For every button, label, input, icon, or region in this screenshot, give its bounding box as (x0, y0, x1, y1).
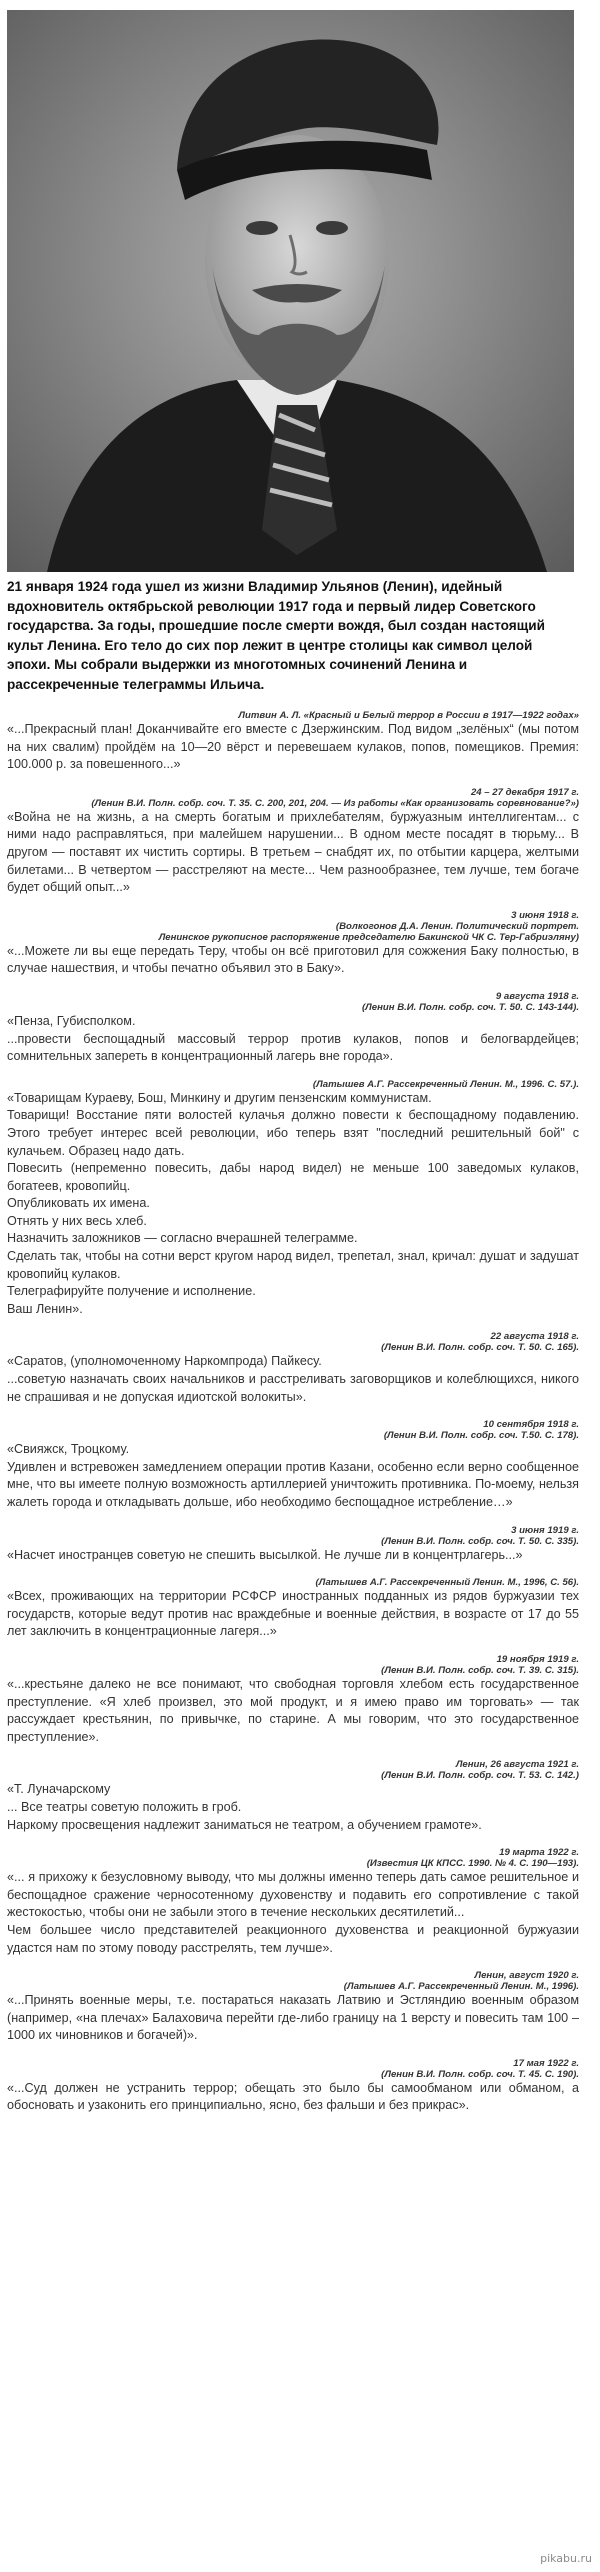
lenin-portrait-photo (7, 10, 574, 572)
quote-block (7, 1079, 579, 1319)
quote-paragraph: «Всех, проживающих на территории РСФСР иностранных подданных из рядов буржуазии тех государств, которые ведут против нас враждебные и военные действия, в возрасте от 17 до 55 лет заключить в концентрационные лагеря...» (7, 1589, 579, 1639)
quote-paragraph: «Насчет иностранцев советую не спешить высылкой. Не лучше ли в концентрлагерь...» (7, 1547, 523, 1562)
quote-source: (Латышев А.Г. Рассекреченный Ленин. М., 1996, С. 56). (315, 1577, 579, 1589)
quote-paragraph: Телеграфируйте получение и исполнение. (7, 1284, 256, 1299)
quote-paragraph: «...Можете ли вы еще передать Теру, чтобы он всё приготовил для сожжения Баку полностью, в случае нашествия, и чтобы печатно объявил это в Баку». (7, 943, 579, 976)
quote-paragraph: ...советую назначать своих начальников и расстреливать заговорщиков и колеблющихся, никого не спрашивая и не допуская идиотской волокиты». (7, 1372, 579, 1404)
quote-text (7, 1013, 579, 1066)
quote-paragraph: Наркому просвещения надлежит заниматься не театром, а обучением грамоте». (7, 1817, 482, 1832)
quote-source: 24 – 27 декабря 1917 г. (Ленин В.И. Полн. собр. соч. Т. 35. С. 200, 201, 204. — Из работы «Как организовать соревнование?») (91, 786, 579, 809)
quote-paragraph: ...провести беспощадный массовый террор против кулаков, попов и белогвардейцев; сомнительных запереть в концентрационный лагерь вне города». (7, 1031, 579, 1064)
quote-source: 17 мая 1922 г. (Ленин В.И. Полн. собр. соч. Т. 45. С. 190). (381, 2057, 579, 2080)
quote-paragraph: «Война не на жизнь, а на смерть богатым и прихлебателям, буржуазным интеллигентам... с ними надо расправляться, при малейшем нарушении... В одном месте посадят в тюрьму... В другом — поставят их чистить сортиры. В третьем – снабдят их, по отбытии карцера, желтыми билетами... В четвертом — расстреляют на месте... Чем разнообразнее, тем лучше, тем богаче будет общий опыт...» (7, 809, 579, 895)
quote-paragraph: «Пенза, Губисполком. (7, 1013, 136, 1028)
quote-paragraph: ... Все театры советую положить в гроб. (7, 1799, 242, 1814)
quote-paragraph: Повесить (непременно повесить, дабы народ видел) не меньше 100 заведомых кулаков, богатеев, кровопийц. (7, 1161, 579, 1193)
quote-block (7, 710, 579, 774)
quote-source: 9 августа 1918 г. (Ленин В.И. Полн. собр. соч. Т. 50. С. 143-144). (361, 990, 579, 1013)
quote-block (7, 787, 579, 897)
quote-paragraph: Сделать так, чтобы на сотни верст кругом народ видел, трепетал, знал, кричал: душат и задушат кровопийц кулаков. (7, 1249, 579, 1281)
quote-text (7, 809, 579, 897)
quote-block (7, 1970, 579, 2045)
quote-paragraph: «...Принять военные меры, т.е. постараться наказать Латвию и Эстляндию военным образом (например, «на плечах» Балаховича перейти где-либо границу на 1 версту и повесить там 100 –1000 их чиновников и богачей)». (7, 1993, 579, 2043)
quote-text (7, 943, 579, 978)
quote-text (7, 1441, 579, 1511)
quote-paragraph: «Свияжск, Троцкому. (7, 1442, 130, 1457)
quote-paragraph: Назначить заложников — согласно вчерашней телеграмме. (7, 1231, 358, 1246)
quote-source: (Латышев А.Г. Рассекреченный Ленин. М., 1996. С. 57.). (312, 1078, 579, 1090)
quote-paragraph: «... я прихожу к безусловному выводу, что мы должны именно теперь дать самое решительное и беспощадное сражение черносотенному духовенству и подавить его сопротивление с такой жестокостью, чтобы они не забыли этого в течение нескольких десятилетий... (7, 1870, 579, 1920)
quote-block (7, 1577, 579, 1641)
quote-paragraph: «Т. Луначарскому (7, 1782, 111, 1797)
quote-block (7, 1654, 579, 1746)
quote-paragraph: Чем большее число представителей реакционного духовенства и реакционной буржуазии удастся нам по этому поводу расстрелять, тем лучше». (7, 1922, 579, 1955)
quote-source: 22 августа 1918 г. (Ленин В.И. Полн. собр. соч. Т. 50. С. 165). (381, 1331, 579, 1354)
quote-block (7, 2058, 579, 2115)
quote-text (7, 1090, 579, 1319)
quote-block (7, 1847, 579, 1957)
quote-text (7, 721, 579, 774)
quote-paragraph: Ваш Ленин». (7, 1301, 83, 1316)
quote-block (7, 910, 579, 978)
quote-block (7, 1759, 579, 1834)
quote-text (7, 1547, 579, 1565)
quote-source: 10 сентября 1918 г. (Ленин В.И. Полн. собр. соч. Т.50. С. 178). (383, 1419, 579, 1442)
quote-source: Ленин, 26 августа 1921 г. (Ленин В.И. Полн. собр. соч. Т. 53. С. 142.) (381, 1759, 579, 1782)
quotes-list (7, 710, 579, 2128)
quote-paragraph: «...Прекрасный план! Доканчивайте его вместе с Дзержинским. Под видом „зелёных“ (мы потом на них свалим) пройдём на 10—20 вёрст и перевешаем кулаков, попов, помещиков. Премия: 100.000 р. за повешенного...» (7, 722, 579, 772)
quote-text (7, 1869, 579, 1957)
quote-block (7, 991, 579, 1066)
quote-paragraph: «Товарищам Кураеву, Бош, Минкину и другим пензенским коммунистам. (7, 1090, 432, 1105)
quote-block (7, 1525, 579, 1565)
quote-text (7, 1588, 579, 1641)
quote-paragraph: «...крестьяне далеко не все понимают, что свободная торговля хлебом есть государственное преступление. «Я хлеб произвел, это мой продукт, и я имею право им торговать» — так рассуждает крестьянин, по привычке, по старине. А мы говорим, что это государственное преступление». (7, 1676, 579, 1744)
quote-source: 19 марта 1922 г. (Известия ЦК КПСС. 1990. № 4. С. 190—193). (366, 1847, 579, 1870)
quote-text (7, 1781, 579, 1834)
quote-block (7, 1419, 579, 1511)
quote-block (7, 1331, 579, 1406)
quote-paragraph: Отнять у них весь хлеб. (7, 1213, 147, 1228)
quote-paragraph: Удивлен и встревожен замедлением операции против Казани, особенно если верно сообщенное мне, что вы имеете полную возможность артиллерией уничтожить противника. По-моему, нельзя жалеть города и откладывать дольше, ибо необходимо беспощадное истребление…» (7, 1459, 579, 1509)
quote-source: 19 ноября 1919 г. (Ленин В.И. Полн. собр. соч. Т. 39. С. 315). (381, 1653, 579, 1676)
quote-source: 3 июня 1918 г. (Волкогонов Д.А. Ленин. Политический портрет. Ленинское рукописное распоряжение председателю Бакинской ЧК С. Тер-Габриэляну) (158, 909, 579, 943)
pikabu-watermark: pikabu.ru (540, 2552, 592, 2565)
quote-text (7, 1992, 579, 2045)
lead-paragraph: 21 января 1924 года ушел из жизни Владимир Ульянов (Ленин), идейный вдохновитель октябрьской революции 1917 года и первый лидер Советского государства. За годы, прошедшие после смерти вождя, был создан настоящий культ Ленина. Его тело до сих пор лежит в центре столицы как символ целой эпохи. Мы собрали выдержки из многотомных сочинений Ленина и рассекреченные телеграммы Ильича. (7, 579, 545, 692)
quote-text (7, 1353, 579, 1406)
portrait-image (7, 10, 574, 572)
quote-paragraph: Опубликовать их имена. (7, 1196, 150, 1211)
quote-text (7, 2080, 579, 2115)
quote-paragraph: «Саратов, (уполномоченному Наркомпрода) Пайкесу. (7, 1354, 322, 1369)
quote-paragraph: «...Суд должен не устранить террор; обещать это было бы самообманом или обманом, а обосновать и узаконить его принципиально, ясно, без фальши и без прикрас». (7, 2080, 579, 2113)
quote-source: Литвин А. Л. «Красный и Белый террор в России в 1917—1922 годах» (238, 710, 579, 721)
quote-source: 3 июня 1919 г. (Ленин В.И. Полн. собр. соч. Т. 50. С. 335). (381, 1524, 579, 1547)
quote-paragraph: Товарищи! Восстание пяти волостей кулачья должно повести к беспощадному подавлению. Этого требует интерес всей революции, ибо теперь взят "последний решительный бой" с кулачьем. Образец надо дать. (7, 1108, 579, 1158)
quote-text (7, 1676, 579, 1746)
quote-source: Ленин, август 1920 г. (Латышев А.Г. Рассекреченный Ленин. М., 1996). (343, 1970, 579, 1993)
